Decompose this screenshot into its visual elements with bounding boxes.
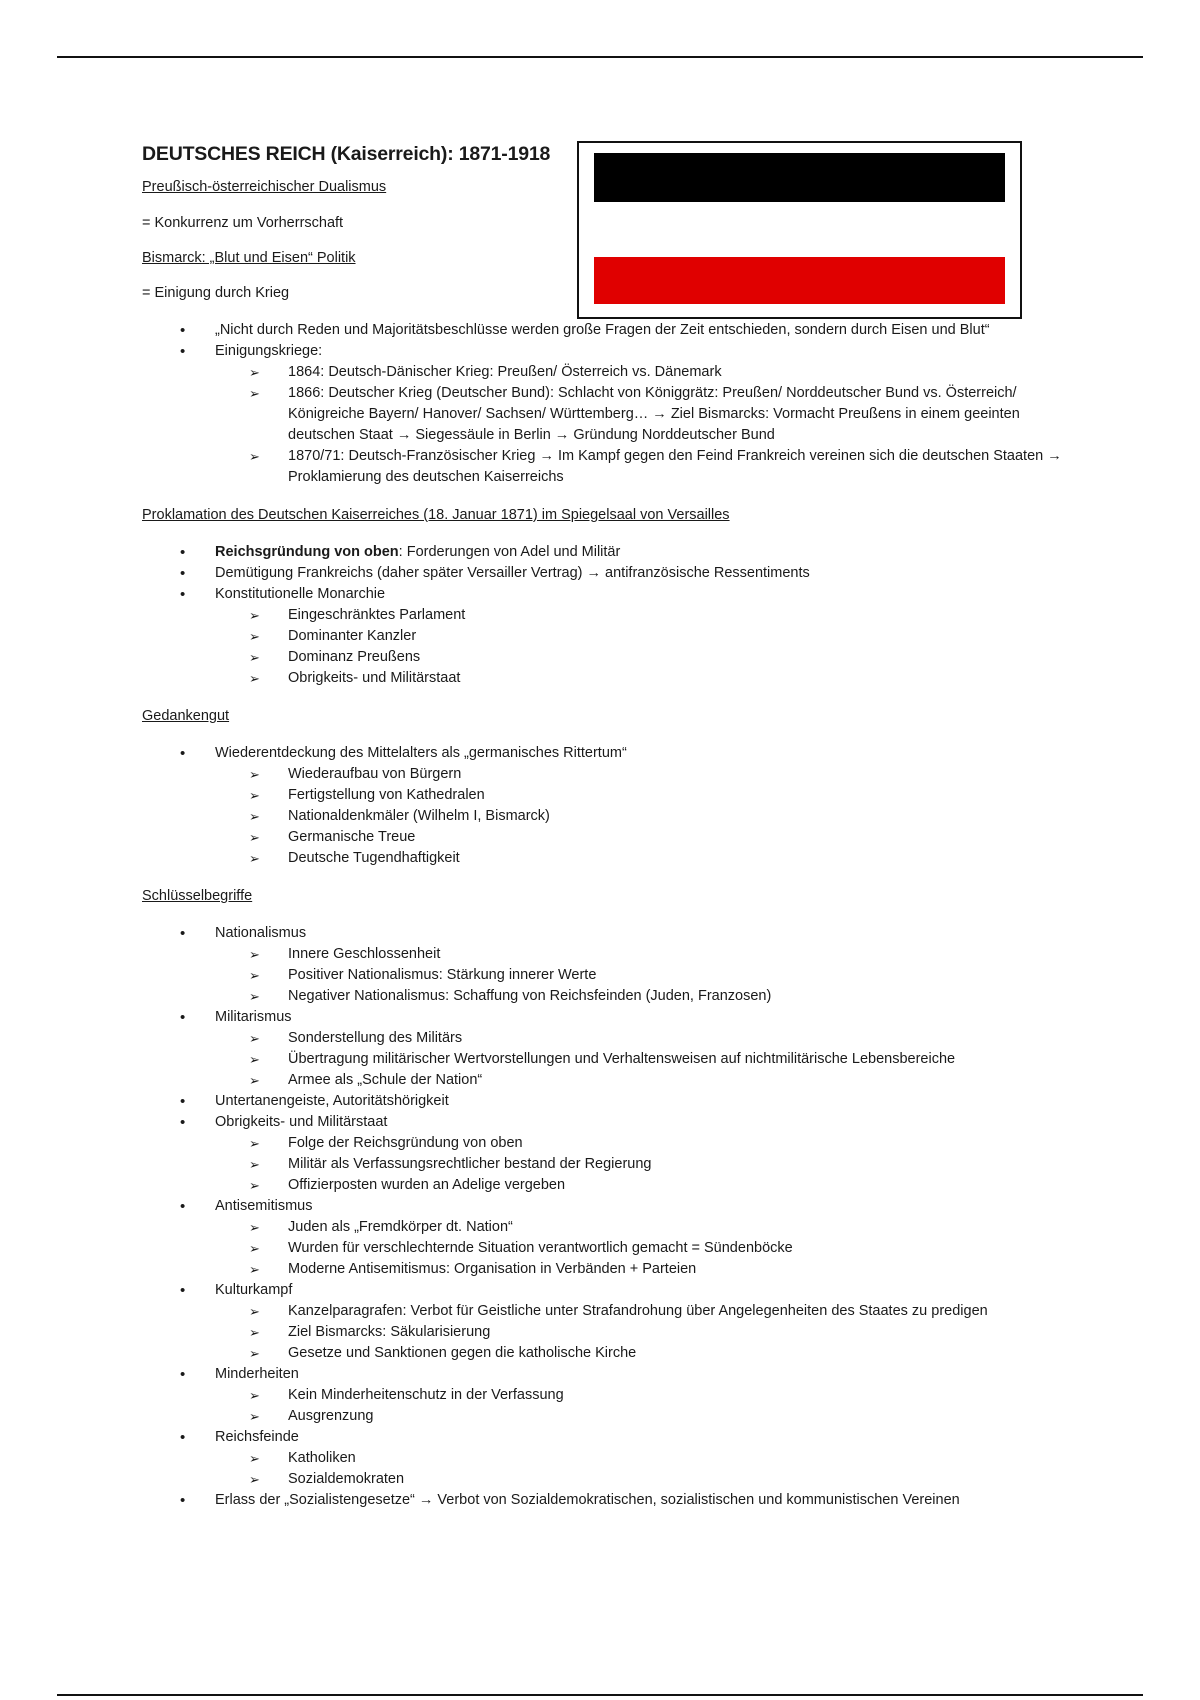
- sublist-kulturkampf: [215, 1301, 1072, 1364]
- sublist-item: ➢ Ausgrenzung: [215, 1406, 1072, 1427]
- heading-dualismus: Preußisch-österreichischer Dualismus: [142, 179, 387, 195]
- sublist-antisemitismus: [215, 1217, 1072, 1280]
- heading-schluesselbegriffe: Schlüsselbegriffe: [142, 888, 253, 904]
- sublist-item: ➢ Eingeschränktes Parlament: [215, 605, 1072, 626]
- text-konkurrenz: = Konkurrenz um Vorherrschaft: [142, 215, 344, 231]
- list-item: [142, 1007, 1072, 1091]
- list-item: • Erlass der „Sozialistengesetze“ → Verbot von Sozialdemokratischen, sozialistischen und kommunistischen Vereinen: [142, 1490, 1072, 1511]
- list-item: [142, 743, 1072, 869]
- sublist-item: ➢ Wurden für verschlechternde Situation verantwortlich gemacht = Sündenböcke: [215, 1238, 1072, 1259]
- sublist-item: ➢ Deutsche Tugendhaftigkeit: [215, 848, 1072, 869]
- sublist-item: ➢ Gesetze und Sanktionen gegen die katholische Kirche: [215, 1343, 1072, 1364]
- sublist-item: ➢ 1864: Deutsch-Dänischer Krieg: Preußen/ Österreich vs. Dänemark: [215, 362, 1072, 383]
- sublist-item: ➢ 1870/71: Deutsch-Französischer Krieg → Im Kampf gegen den Feind Frankreich vereinen sich die deutschen Staaten → Proklamierung des deutschen Kaiserreichs: [215, 446, 1072, 488]
- bottom-rule: [57, 1694, 1143, 1696]
- list-item: [142, 1196, 1072, 1280]
- sublist-item: ➢ Fertigstellung von Kathedralen: [215, 785, 1072, 806]
- sublist-item: ➢ Dominanter Kanzler: [215, 626, 1072, 647]
- list-gedankengut: [142, 743, 1072, 869]
- list-item: [142, 584, 1072, 689]
- top-rule: [57, 56, 1143, 58]
- list-item: • „Nicht durch Reden und Majoritätsbeschlüsse werden große Fragen der Zeit entschieden, sondern durch Eisen und Blut“: [142, 320, 1072, 341]
- sublist-item: ➢ 1866: Deutscher Krieg (Deutscher Bund): Schlacht von Königgrätz: Preußen/ Norddeutscher Bund vs. Österreich/ Königreiche Bayern/ Hanover/ Sachsen/ Württemberg… → Ziel Bismarcks: Vormacht Preußens in einem geeinten deutschen Staat → Siegessäule in Berlin → Gründung Norddeutscher Bund: [215, 383, 1072, 446]
- sublist-item: ➢ Innere Geschlossenheit: [215, 944, 1072, 965]
- list-item: [142, 1112, 1072, 1196]
- sublist-item: ➢ Dominanz Preußens: [215, 647, 1072, 668]
- page-title: DEUTSCHES REICH (Kaiserreich): 1871-1918: [142, 143, 551, 165]
- sublist-item: ➢ Moderne Antisemitismus: Organisation in Verbänden + Parteien: [215, 1259, 1072, 1280]
- sublist-obrigkeit: [215, 1133, 1072, 1196]
- sublist-militarismus: [215, 1028, 1072, 1091]
- sublist-item: ➢ Juden als „Fremdkörper dt. Nation“: [215, 1217, 1072, 1238]
- sublist-item: ➢ Armee als „Schule der Nation“: [215, 1070, 1072, 1091]
- term-description: : Forderungen von Adel und Militär: [398, 544, 621, 560]
- sublist-nationalismus: [215, 944, 1072, 1007]
- sublist-item: ➢ Negativer Nationalismus: Schaffung von Reichsfeinden (Juden, Franzosen): [215, 986, 1072, 1007]
- sublist-item: ➢ Obrigkeits- und Militärstaat: [215, 668, 1072, 689]
- sublist-item: ➢ Wiederaufbau von Bürgern: [215, 764, 1072, 785]
- list-item: • Demütigung Frankreichs (daher später Versailler Vertrag) → antifranzösische Ressentiments: [142, 563, 1072, 584]
- list-schluesselbegriffe: [142, 923, 1072, 1511]
- document-body: [142, 143, 1072, 1530]
- heading-gedankengut: Gedankengut: [142, 708, 230, 724]
- sublist-item: ➢ Germanische Treue: [215, 827, 1072, 848]
- list-item-label: Konstitutionelle Monarchie: [215, 586, 386, 602]
- list-einigung: [142, 320, 1072, 488]
- list-item-label: Obrigkeits- und Militärstaat: [215, 1114, 388, 1130]
- sublist-item: ➢ Nationaldenkmäler (Wilhelm I, Bismarck): [215, 806, 1072, 827]
- sublist-minderheiten: [215, 1385, 1072, 1427]
- term-reichsgruendung: Reichsgründung von oben: [215, 544, 399, 560]
- list-item-label: Antisemitismus: [215, 1198, 313, 1214]
- sublist-item: ➢ Sonderstellung des Militärs: [215, 1028, 1072, 1049]
- list-item-label: Nationalismus: [215, 925, 307, 941]
- list-item: [142, 923, 1072, 1007]
- list-proklamation: [142, 542, 1072, 689]
- sublist-item: ➢ Kanzelparagrafen: Verbot für Geistliche unter Strafandrohung über Angelegenheiten des Staates zu predigen: [215, 1301, 1072, 1322]
- sublist-item: ➢ Sozialdemokraten: [215, 1469, 1072, 1490]
- list-item-label: Kulturkampf: [215, 1282, 293, 1298]
- list-item-label: Wiederentdeckung des Mittelalters als „germanisches Rittertum“: [215, 745, 627, 761]
- sublist-monarchie: [215, 605, 1072, 689]
- sublist-kriege: [215, 362, 1072, 488]
- text-einigung: = Einigung durch Krieg: [142, 285, 290, 301]
- list-item-label: Einigungskriege:: [215, 343, 323, 359]
- sublist-item: ➢ Militär als Verfassungsrechtlicher bestand der Regierung: [215, 1154, 1072, 1175]
- heading-proklamation: Proklamation des Deutschen Kaiserreiches (18. Januar 1871) im Spiegelsaal von Versailles: [142, 507, 730, 523]
- sublist-item: ➢ Übertragung militärischer Wertvorstellungen und Verhaltensweisen auf nichtmilitärische Lebensbereiche: [215, 1049, 1072, 1070]
- sublist-item: ➢ Offizierposten wurden an Adelige vergeben: [215, 1175, 1072, 1196]
- list-item: [142, 1427, 1072, 1490]
- list-item-label: Reichsfeinde: [215, 1429, 299, 1445]
- sublist-item: ➢ Katholiken: [215, 1448, 1072, 1469]
- sublist-mittelalter: [215, 764, 1072, 869]
- list-item-label: Minderheiten: [215, 1366, 299, 1382]
- list-item: [142, 341, 1072, 488]
- sublist-reichsfeinde: [215, 1448, 1072, 1490]
- list-item: [142, 1364, 1072, 1427]
- list-item: • Untertanengeiste, Autoritätshörigkeit: [142, 1091, 1072, 1112]
- list-item: [142, 542, 1072, 563]
- list-item: [142, 1280, 1072, 1364]
- sublist-item: ➢ Kein Minderheitenschutz in der Verfassung: [215, 1385, 1072, 1406]
- sublist-item: ➢ Positiver Nationalismus: Stärkung innerer Werte: [215, 965, 1072, 986]
- sublist-item: ➢ Folge der Reichsgründung von oben: [215, 1133, 1072, 1154]
- list-item-label: Militarismus: [215, 1009, 292, 1025]
- heading-blut-und-eisen: Bismarck: „Blut und Eisen“ Politik: [142, 250, 356, 266]
- sublist-item: ➢ Ziel Bismarcks: Säkularisierung: [215, 1322, 1072, 1343]
